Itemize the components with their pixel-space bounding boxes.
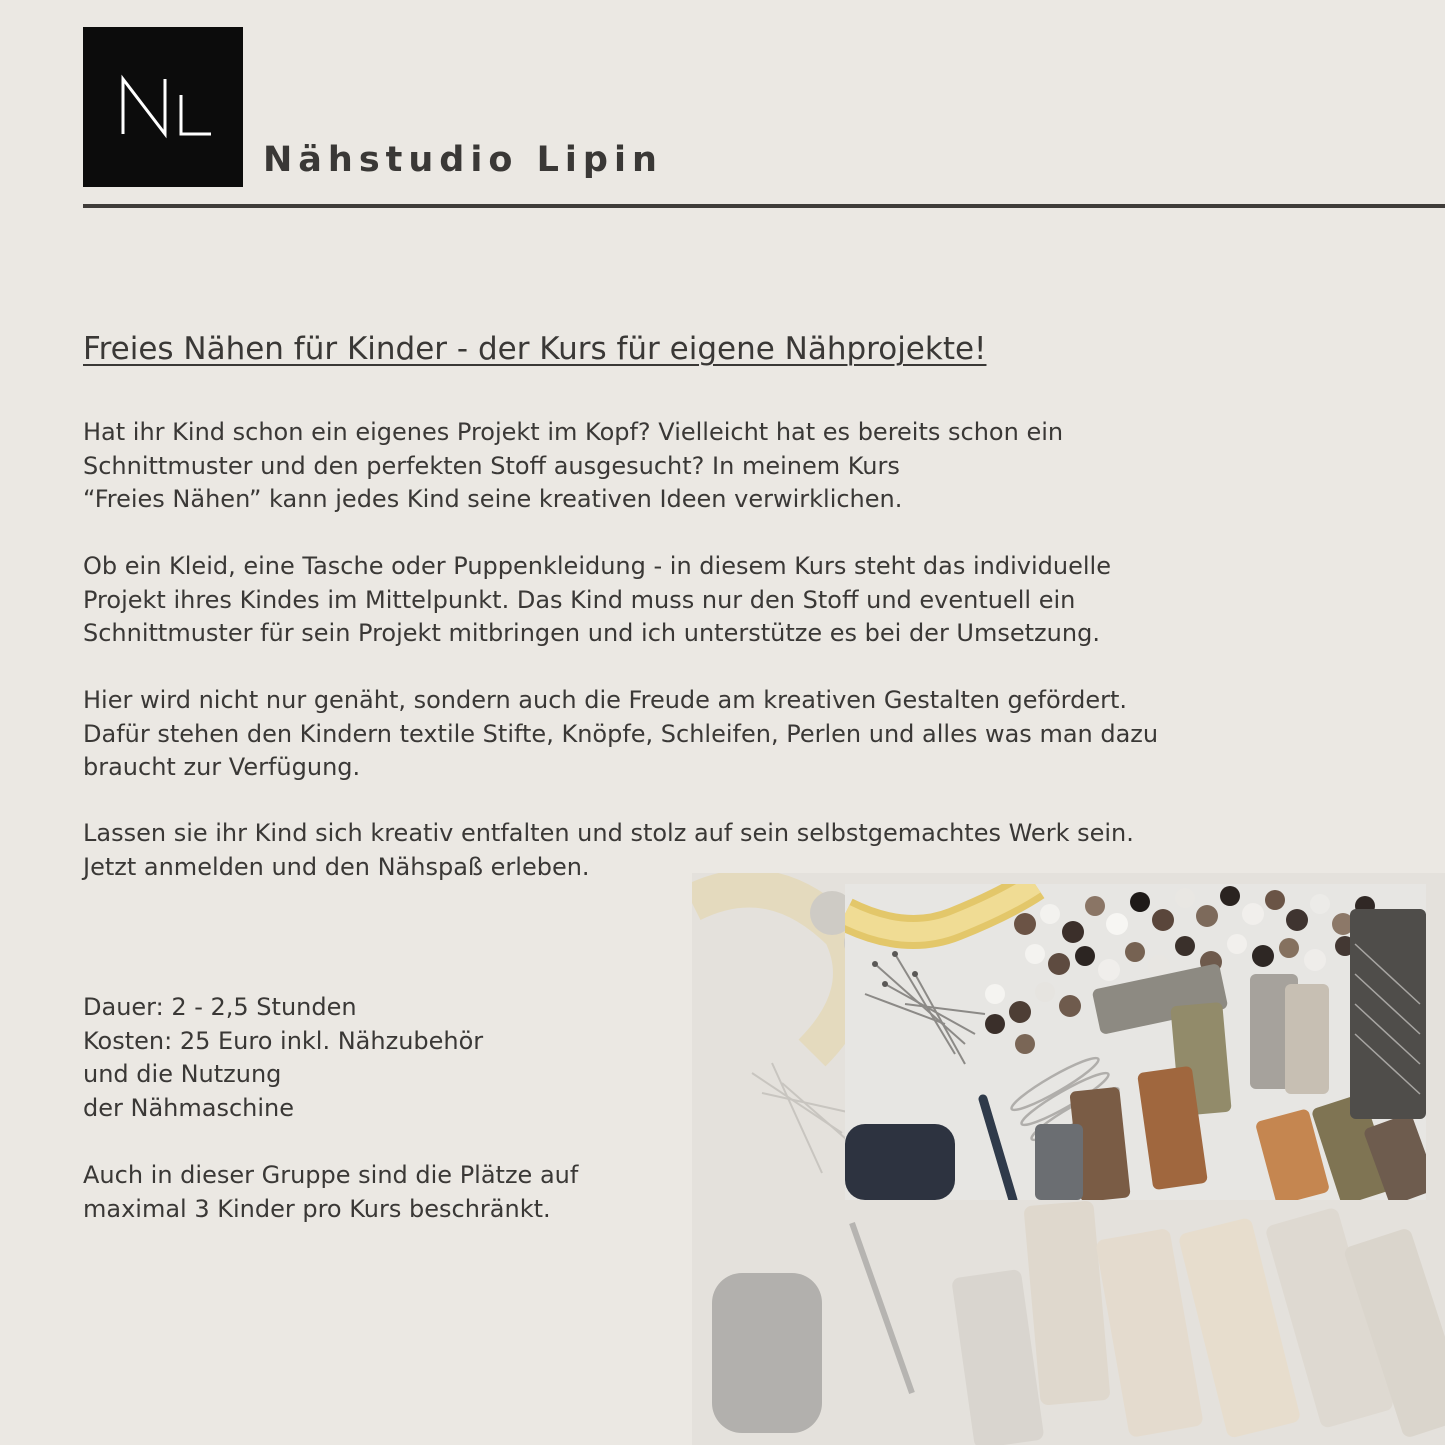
text-line: maximal 3 Kinder pro Kurs beschränkt. xyxy=(83,1194,551,1223)
duration-text: Dauer: 2 - 2,5 Stunden xyxy=(83,993,357,1021)
project-paragraph xyxy=(83,550,1111,651)
text-line: Dafür stehen den Kindern textile Stifte, Knöpfe, Schleifen, Perlen und alles was man dazu xyxy=(83,719,1159,748)
text-line: Jetzt anmelden und den Nähspaß erleben. xyxy=(83,852,590,881)
course-title: Freies Nähen für Kinder - der Kurs für eigene Nähprojekte! xyxy=(83,331,987,367)
text-line: Hat ihr Kind schon ein eigenes Projekt im Kopf? Vielleicht hat es bereits schon ein xyxy=(83,418,1064,446)
header-divider xyxy=(83,204,1445,208)
text-line: Schnittmuster und den perfekten Stoff ausgesucht? In meinem Kurs xyxy=(83,451,900,480)
cost-text: Kosten: 25 Euro inkl. Nähzubehör xyxy=(83,1026,484,1055)
text-line: der Nähmaschine xyxy=(83,1093,295,1122)
intro-paragraph xyxy=(83,416,1063,517)
text-line: “Freies Nähen” kann jedes Kind seine kreativen Ideen verwirklichen. xyxy=(83,485,903,513)
text-line: Projekt ihres Kindes im Mittelpunkt. Das Kind muss nur den Stoff und eventuell ein xyxy=(83,585,1076,614)
materials-paragraph xyxy=(83,684,1158,785)
text-line: Lassen sie ihr Kind sich kreativ entfalten und stolz auf sein selbstgemachtes Werk sein. xyxy=(83,819,1134,847)
text-line: Ob ein Kleid, eine Tasche oder Puppenkleidung - in diesem Kurs steht das individuelle xyxy=(83,552,1111,580)
text-line: und die Nutzung xyxy=(83,1060,282,1088)
logo xyxy=(83,27,243,187)
group-size-note xyxy=(83,1159,578,1226)
brand-name: Nähstudio Lipin xyxy=(263,140,663,180)
logo-monogram-icon xyxy=(83,27,243,187)
course-details xyxy=(83,991,483,1125)
text-line: Auch in dieser Gruppe sind die Plätze auf xyxy=(83,1161,579,1189)
text-line: Schnittmuster für sein Projekt mitbringen und ich unterstütze es bei der Umsetzung. xyxy=(83,619,1100,647)
text-line: Hier wird nicht nur genäht, sondern auch die Freude am kreativen Gestalten gefördert. xyxy=(83,686,1128,714)
sewing-supplies-photo xyxy=(845,884,1426,1200)
text-line: braucht zur Verfügung. xyxy=(83,753,361,781)
